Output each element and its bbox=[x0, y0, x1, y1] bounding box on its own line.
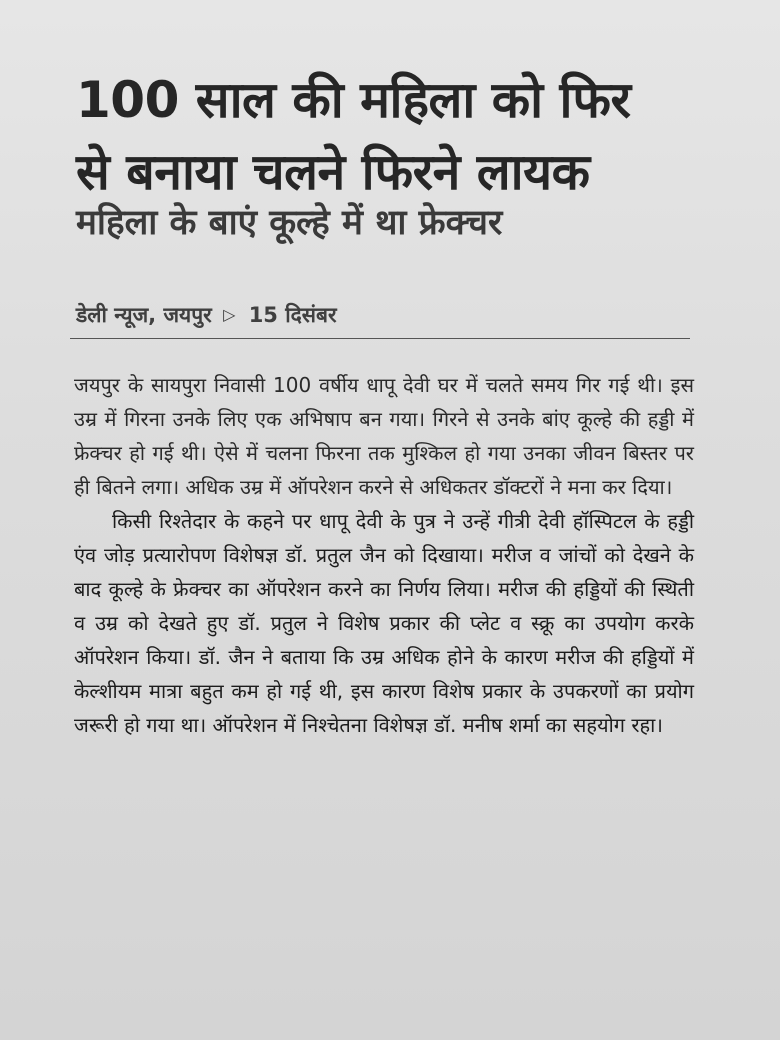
dateline-date: 15 दिसंबर bbox=[248, 303, 337, 327]
subheadline: महिला के बाएं कूल्हे में था फ्रेक्चर bbox=[76, 203, 503, 243]
headline-line-1: 100 साल की महिला को फिर bbox=[76, 71, 631, 129]
article-body bbox=[74, 368, 694, 742]
divider-rule bbox=[70, 338, 690, 339]
dateline-source: डेली न्यूज, जयपुर bbox=[76, 303, 212, 327]
triangle-marker-icon: ▷ bbox=[223, 305, 236, 324]
paragraph-1: जयपुर के सायपुरा निवासी 100 वर्षीय धापू देवी घर में चलते समय गिर गई थी। इस उम्र में गिरना उनके लिए एक अभिषाप बन गया। गिरने से उनके बांए कूल्हे की हड्डी में फ्रेक्चर हो गई थी। ऐसे में चलना फिरना तक मुश्किल हो गया उनका जीवन बिस्तर पर ही बितने लगा। अधिक उम्र में ऑपरेशन करने से अधिकतर डॉक्टरों ने मना कर दिया। bbox=[74, 373, 694, 499]
headline-line-2: से बनाया चलने फिरने लायक bbox=[76, 143, 590, 201]
dateline bbox=[76, 300, 337, 330]
paragraph-2: किसी रिश्तेदार के कहने पर धापू देवी के पुत्र ने उन्हें गीत्री देवी हॉस्पिटल के हड्डी एंव जोड़ प्रत्यारोपण विशेषज्ञ डॉ. प्रतुल जैन को दिखाया। मरीज व जांचों को देखने के बाद कूल्हे के फ्रेक्चर का ऑपरेशन करने का निर्णय लिया। मरीज की हड्डियों की स्थिती व उम्र को देखते हुए डॉ. प्रतुल ने विशेष प्रकार की प्लेट व स्क्रू का उपयोग करके ऑपरेशन किया। डॉ. जैन ने बताया कि उम्र अधिक होने के कारण मरीज की हड्डियों में केल्शीयम मात्रा बहुत कम हो गई थी, इस कारण विशेष प्रकार के उपकरणों का प्रयोग जरूरी हो गया था। ऑपरेशन में निश्चेतना विशेषज्ञ डॉ. मनीष शर्मा का सहयोग रहा। bbox=[74, 509, 694, 737]
headline bbox=[76, 64, 716, 208]
